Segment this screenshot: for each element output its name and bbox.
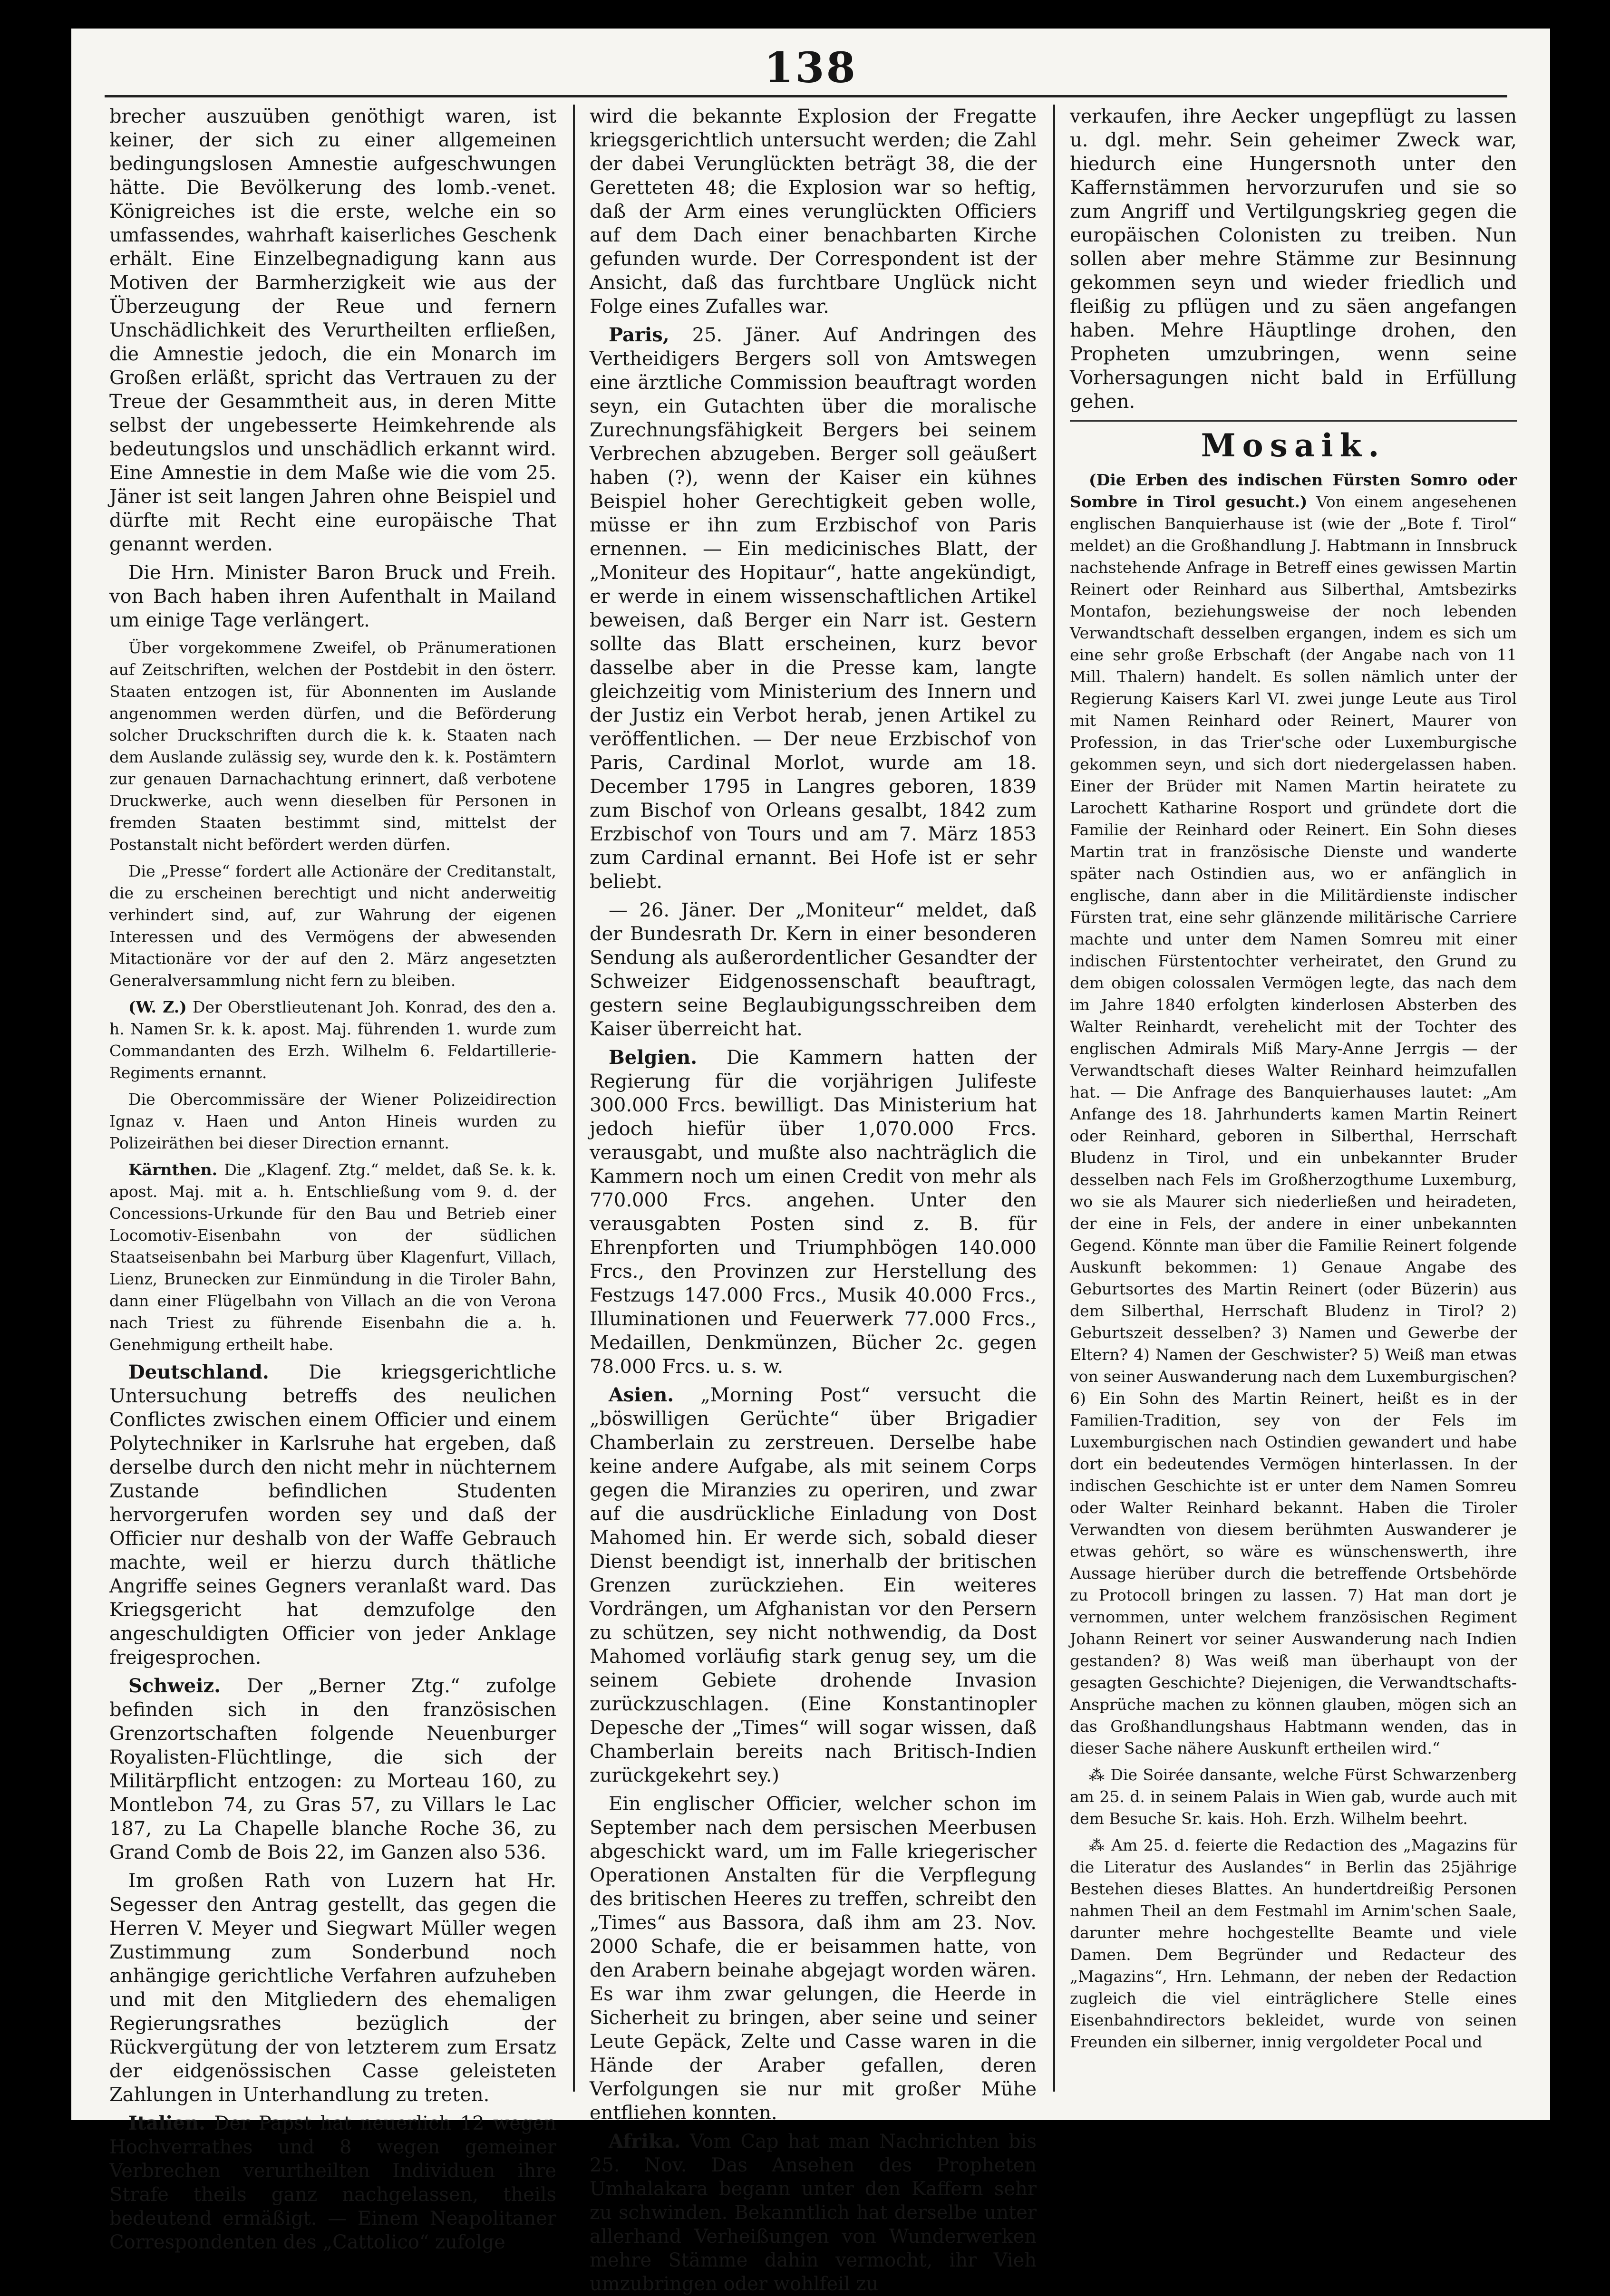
article-heading: Asien.: [609, 1384, 674, 1406]
article-text: Die „Klagenf. Ztg.“ meldet, daß Se. k. k. apost. Maj. mit a. h. Entschließung vom 9. d. der Concessions-Urkunde für den Bau und Betrieb einer Locomotiv-Eisenbahn von der südlichen Staatseisenbahn bei Marburg über Klagenfurt, Villach, Lienz, Brunecken zur Einmündung in die Tiroler Bahn, dann einer Flügelbahn von Villach an die von Verona nach Triest zu führende Eisenbahn die a. h. Genehmigung ertheilt habe.: [109, 1160, 556, 1354]
article-text: Die Kammern hatten der Regierung für die vorjährigen Julifeste 300.000 Frcs. bewilligt. Das Ministerium hat jedoch hiefür über 1,070.000 Frcs. verausgabt, und mußte also nachträglich die Kammern noch um einen Credit von mehr als 770.000 Frcs. angehen. Unter den verausgabten Posten sind z. B. für Ehrenpforten und Triumphbögen 140.000 Frcs., den Provinzen zur Herstellung des Festzugs 147.000 Frcs., Musik 40.000 Frcs., Illuminationen und Feuerwerk 77.000 Frcs., Medaillen, Denkmünzen, Bücher 2c. gegen 78.000 Frcs. u. s. w.: [590, 1047, 1037, 1378]
article-heading: Deutschland.: [128, 1361, 269, 1383]
article-paragraph: [109, 561, 556, 632]
article-paragraph: [590, 1046, 1037, 1379]
text-column-3: [1070, 105, 1517, 2101]
newspaper-page: [71, 29, 1550, 2295]
article-text: brecher auszuüben genöthigt waren, ist keiner, der sich zu einer allgemeinen bedingungslosen Amnestie aufgeschwungen hätte. Die Bevölkerung des lomb.-venet. Königreiches ist die erste, welche ein so umfassendes, wahrhaft kaiserliches Geschenk erhält. Eine Einzelbegnadigung kann aus Motiven der Barmherzigkeit wie aus der Überzeugung der Reue und fernern Unschädlichkeit des Verurtheilten erfließen, die Amnestie jedoch, die ein Monarch im Großen erläßt, spricht das Vertrauen zu der Treue der Gesammtheit aus, in deren Mitte selbst der ungebesserte Heimkehrende als bedeutungslos und unschädlich erkannt wird. Eine Amnestie in dem Maße wie die vom 25. Jäner ist seit langen Jahren ohne Beispiel und dürfte mit Recht eine europäische That genannt werden.: [109, 106, 556, 555]
article-text: Von einem angesehenen englischen Banquierhause ist (wie der „Bote f. Tirol“ meldet) an die Großhandlung J. Habtmann in Innsbruck nachstehende Anfrage in Betreff eines gewissen Martin Reinert oder Reinhard aus Silberthal, Amtsbezirks Montafon, beziehungsweise der noch lebenden Verwandtschaft desselben ergangen, indem es sich um eine sehr große Erbschaft (der Angabe nach von 11 Mill. Thalern) handelt. Es sollen nämlich unter der Regierung Kaisers Karl VI. zwei junge Leute aus Tirol mit Namen Reinhard oder Reinert, Maurer von Profession, in das Trier'sche oder Luxemburgische gekommen seyn, und sich dort niedergelassen haben. Einer der Brüder mit Namen Martin heiratete zu Larochett Katharine Rosport und gründete dort die Familie der Reinhard oder Reinert. Ein Sohn dieses Martin trat in französische Dienste und wanderte später nach Ostindien aus, wo er anfänglich in englische, dann aber in die Militärdienste indischer Fürsten trat, eine sehr glänzende militärische Carriere machte und unter dem Namen Somreu mit einer indischen Fürstentochter verheiratet, den Grund zu dem obigen colossalen Vermögen legte, das nach dem im Jahre 1840 erfolgten kinderlosen Absterben des Walter Reinhardt, verehelicht mit der Tochter des englischen Admirals Miß Mary-Anne Jerrgis — der Verwandtschaft dieses Walter Reinhard heimzufallen hat. — Die Anfrage des Banquierhauses lautet: „Am Anfange des 18. Jahrhunderts kamen Martin Reinert oder Reinhard, geboren in Silberthal, Herrschaft Bludenz in Tirol, und ein unbekannter Bruder desselben nach Fels im Großherzogthume Luxemburg, wo sie als Maurer sich niederließen und heiradeten, der eine in Fels, der andere in einer unbekannten Gegend. Könnte man über die Familie Reinert folgende Auskunft bekommen: 1) Genaue Angabe des Geburtsortes des Martin Reinert (oder Büzerin) aus dem Silberthal, Herrschaft Bludenz in Tirol? 2) Geburtszeit desselben? 3) Namen und Gewerbe der Eltern? 4) Namen der Geschwister? 5) Weiß man etwas von seiner Auswanderung nach dem Luxemburgischen? 6) Ein Sohn des Martin Reinert, heißt es in der Familien-Tradition, sey von der Fels im Luxemburgischen nach Ostindien gewandert und habe dort ein bedeutendes Vermögen hinterlassen. In der indischen Geschichte ist er unter dem Namen Somreu oder Walter Reinhard bekannt. Haben die Tiroler Verwandten von diesem berühmten Auswanderer je etwas gehört, so wäre es wünschenswerth, ihre Aussage hierüber durch die betreffende Ortsbehörde zu Protocoll bringen zu lassen. 7) Hat man dort je vernommen, unter welchem französischen Regiment Johann Reinert vor seiner Auswanderung nach Indien gestanden? 8) Was weiß man überhaupt von der gesagten Geschichte? Diejenigen, die Verwandtschafts-Ansprüche machen zu können glauben, mögen sich an das Großhandlungshaus Habtmann wenden, das in dieser Sache nähere Auskunft ertheilen wird.“: [1070, 492, 1517, 1757]
article-text: Ein englischer Officier, welcher schon im September nach dem persischen Meerbusen abgeschickt ward, um im Falle kriegerischer Operationen Anstalten für die Verpflegung des britischen Heeres zu treffen, schreibt den „Times“ aus Bassora, daß ihm am 23. Nov. 2000 Schafe, die er beisammen hatte, von den Arabern beinahe abgejagt worden wären. Es war ihm zwar gelungen, die Heerde in Sicherheit zu bringen, aber seine und seiner Leute Gepäck, Zelte und Casse waren in die Hände der Araber gefallen, deren Verfolgungen sie nur mit großer Mühe entfliehen konnten.: [590, 1793, 1037, 2124]
article-text: Die kriegsgerichtliche Untersuchung betreffs des neulichen Conflictes zwischen einem Officier und einem Polytechniker in Karlsruhe hat ergeben, daß derselbe durch den nicht mehr in nüchternem Zustande befindlichen Studenten hervorgerufen worden sey und daß der Officier nur deshalb von der Waffe Gebrauch machte, weil er hierzu durch thätliche Angriffe seines Gegners veranlaßt ward. Das Kriegsgericht hat demzufolge den angeschuldigten Officier von jeder Anklage freigesprochen.: [109, 1361, 556, 1669]
article-heading: (Die Erben des indischen Fürsten Somro oder Sombre in Tirol gesucht.): [1070, 471, 1517, 511]
article-heading: Afrika.: [609, 2130, 681, 2152]
article-paragraph: [109, 1869, 556, 2107]
article-paragraph: [1070, 469, 1517, 1759]
article-text: verkaufen, ihre Aecker ungepflügt zu lassen u. dgl. mehr. Sein geheimer Zweck war, hiedurch eine Hungersnoth unter den Kaffernstämmen hervorzurufen und sie so zum Angriff und Vertilgungskrieg gegen die europäischen Colonisten zu treiben. Nun sollen aber mehre Stämme zur Besinnung gekommen seyn und wieder friedlich und fleißig zu pflügen und zu säen angefangen haben. Mehre Häuptlinge drohen, den Propheten umzubringen, wenn seine Vorhersagungen nicht bald in Erfüllung gehen.: [1070, 106, 1517, 413]
article-paragraph: [109, 1089, 556, 1154]
article-paragraph: [109, 1674, 556, 1864]
article-text: „Morning Post“ versucht die „böswilligen Gerüchte“ über Brigadier Chamberlain zu zerstreuen. Derselbe habe keine andere Aufgabe, als mit seinem Corps gegen die Miranzies zu operiren, und zwar auf die ausdrückliche Einladung von Dost Mahomed hin. Er werde sich, sobald dieser Dienst beendigt ist, innerhalb der britischen Grenzen zurückziehen. Ein weiteres Vordrängen, um Afghanistan vor den Persern zu schützen, sey nicht nothwendig, da Dost Mahomed vorläufig stark genug sey, um die seinem Gebiete drohende Invasion zurückzuschlagen. (Eine Konstantinopler Depesche der „Times“ will sogar wissen, daß Chamberlain bereits nach Britisch-Indien zurückgekehrt sey.): [590, 1384, 1037, 1786]
page-number: 138: [764, 43, 857, 92]
article-paragraph: [109, 105, 556, 556]
article-text: Über vorgekommene Zweifel, ob Pränumerationen auf Zeitschriften, welchen der Postdebit in den österr. Staaten entzogen ist, für Abonnenten im Auslande angenommen werden dürfen, und die Beförderung solcher Druckschriften durch die k. k. Staaten nach dem Auslande zulässig sey, wurde den k. k. Postämtern zur genauen Darnachachtung erinnert, daß verbotene Druckwerke, auch wenn dieselben für Personen in fremden Staaten bestimmt sind, mittelst der Postanstalt nicht befördert werden dürfen.: [109, 638, 556, 854]
article-paragraph: [590, 1383, 1037, 1787]
column-divider: [573, 105, 575, 2092]
article-text: Die Obercommissäre der Wiener Polizeidirection Ignaz v. Haen und Anton Hineis wurden zu Polizeiräthen bei dieser Direction ernannt.: [109, 1090, 556, 1152]
section-title: Mosaik.: [1070, 420, 1517, 464]
article-paragraph: [109, 2112, 556, 2254]
article-text: ⁂ Die Soirée dansante, welche Fürst Schwarzenberg am 25. d. in seinem Palais in Wien gab, wurde auch mit dem Besuche Sr. kais. Hoh. Erzh. Wilhelm beehrt.: [1070, 1765, 1517, 1828]
article-heading: Schweiz.: [128, 1675, 221, 1697]
article-paragraph: [590, 1792, 1037, 2125]
article-text: 25. Jäner. Auf Andringen des Vertheidigers Bergers soll von Amtswegen eine ärztliche Commission beauftragt worden seyn, ein Gutachten über die moralische Zurechnungsfähigkeit Bergers bei seinem Verbrechen abzugeben. Berger soll geäußert haben (?), wenn der Kaiser ein kühnes Beispiel hoher Gerechtigkeit geben wolle, müsse er ihn zum Erzbischof von Paris ernennen. — Ein medicinisches Blatt, der „Moniteur des Hopitaur“, hatte angekündigt, er werde in einem wissenschaftlichen Artikel beweisen, daß Berger ein Narr ist. Gestern sollte das Blatt erscheinen, kurz bevor dasselbe aber in die Presse kam, langte gleichzeitig vom Ministerium des Innern und der Justiz ein Verbot herab, jenen Artikel zu veröffentlichen. — Der neue Erzbischof von Paris, Cardinal Morlot, wurde am 18. December 1795 in Langres geboren, 1839 zum Bischof von Orleans gesalbt, 1842 zum Erzbischof von Tours und am 7. März 1853 zum Cardinal ernannt. Bei Hofe ist er sehr beliebt.: [590, 324, 1037, 893]
article-paragraph: [590, 105, 1037, 318]
article-paragraph: [109, 860, 556, 992]
article-text: Der „Berner Ztg.“ zufolge befinden sich in den französischen Grenzortschaften folgende Neuenburger Royalisten-Flüchtlinge, die sich der Militärpflicht entzogen: zu Morteau 160, zu Montlebon 74, zu Gras 57, zu Villars le Lac 187, zu La Chapelle blanche Roche 36, zu Grand Comb de Bois 22, im Ganzen also 536.: [109, 1675, 556, 1863]
article-text: — 26. Jäner. Der „Moniteur“ meldet, daß der Bundesrath Dr. Kern in einer besonderen Sendung als außerordentlicher Gesandter der Schweizer Eidgenossenschaft beauftragt, gestern seine Beglaubigungsschreiben dem Kaiser überreicht hat.: [590, 899, 1037, 1040]
article-paragraph: [109, 996, 556, 1084]
article-text: Der Oberstlieutenant Joh. Konrad, des den a. h. Namen Sr. k. k. apost. Maj. führenden 1. wurde zum Commandanten des Erzh. Wilhelm 6. Feldartillerie-Regiments ernannt.: [109, 998, 556, 1082]
article-text: Die Hrn. Minister Baron Bruck und Freih. von Bach haben ihren Aufenthalt in Mailand um einige Tage verlängert.: [109, 562, 556, 631]
article-text: Im großen Rath von Luzern hat Hr. Segesser den Antrag gestellt, das gegen die Herren V. Meyer und Siegwart Müller wegen Zustimmung zum Sonderbund noch anhängige gerichtliche Verfahren aufzuheben und mit den Mitgliedern des ehemaligen Regierungsrathes bezüglich der Rückvergütung der von letzterem zum Ersatz der eidgenössischen Casse geleisteten Zahlungen in Unterhandlung zu treten.: [109, 1870, 556, 2106]
article-paragraph: [109, 1360, 556, 1669]
article-heading: Kärnthen.: [128, 1160, 218, 1179]
article-paragraph: [109, 1159, 556, 1356]
text-column-1: [109, 105, 556, 2253]
article-heading: Paris,: [609, 324, 669, 346]
column-divider: [1053, 105, 1055, 2092]
article-paragraph: [109, 637, 556, 856]
article-paragraph: [590, 898, 1037, 1041]
article-paragraph: [590, 323, 1037, 894]
article-paragraph: [1070, 1834, 1517, 2053]
header-rule: [105, 95, 1507, 97]
article-text: ⁂ Am 25. d. feierte die Redaction des „Magazins für die Literatur des Auslandes“ in Berlin das 25jährige Bestehen dieses Blattes. An hundertdreißig Personen nahmen Theil an dem Festmahl im Arnim'schen Saale, darunter mehre hochgestellte Beamte und viele Damen. Dem Begründer und Redacteur des „Magazins“, Hrn. Lehmann, der neben der Redaction zugleich die viel einträglichere Stelle eines Eisenbahndirectors bekleidet, wurde von seinen Freunden ein silberner, innig vergoldeter Pocal und: [1070, 1836, 1517, 2051]
article-paragraph: [1070, 1764, 1517, 1830]
article-text: Die „Presse“ fordert alle Actionäre der Creditanstalt, die zu erscheinen berechtigt und nicht anderweitig verhindert sind, auf, zur Wahrung der eigenen Interessen und des Vermögens der abwesenden Mitactionäre vor der auf den 2. März angesetzten Generalversammlung nicht fern zu bleiben.: [109, 862, 556, 990]
article-paragraph: [590, 2130, 1037, 2296]
text-column-2: [590, 105, 1037, 2295]
article-paragraph: [1070, 105, 1517, 414]
article-heading: (W. Z.): [128, 998, 187, 1016]
article-heading: Italien.: [128, 2112, 205, 2134]
article-text: wird die bekannte Explosion der Fregatte kriegsgerichtlich untersucht werden; die Zahl der dabei Verunglückten beträgt 38, die der Geretteten 48; die Explosion war so heftig, daß der Arm eines verunglückten Officiers auf dem Dach einer benachbarten Kirche gefunden wurde. Der Correspondent ist der Ansicht, daß das furchtbare Unglück nicht Folge eines Zufalles war.: [590, 106, 1037, 318]
article-text: Vom Cap hat man Nachrichten bis 25. Nov. Das Ansehen des Propheten Umhalakara begann unter den Kaffern sehr zu schwinden. Bekanntlich hat derselbe unter allerhand Verheißungen von Wunderwerken mehre Stämme dahin vermocht, ihr Vieh umzubringen oder wohlfeil zu: [590, 2131, 1037, 2295]
article-heading: Belgien.: [609, 1046, 698, 1069]
article-text: Der Papst hat neuerlich 12 wegen Hochverrathes und 8 wegen gemeiner Verbrechen verurtheilten Individuen ihre Strafe theils ganz nachgelassen, theils bedeutend ermäßigt. — Einem Neapolitaner Correspondenten des „Cattolico“ zufolge: [109, 2113, 556, 2253]
